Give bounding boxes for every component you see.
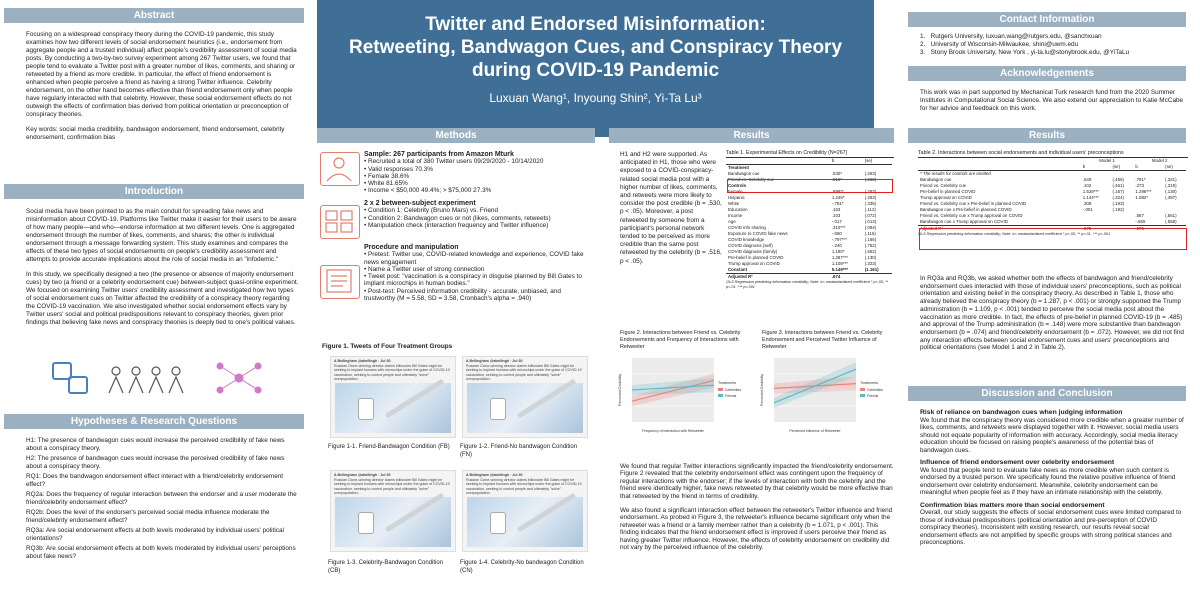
design-item: • Condition 2: Bandwagon cues or not (likes, comments, retweets) [364,214,551,222]
table-cell: 1.287*** [831,255,848,260]
figure-2-title: Figure 2. Interactions between Friend vs. Celebrity Endorsements and Frequency of Interactions with Retweeter [620,330,741,350]
table-cell: (.263) [864,189,877,194]
legend-swatch [718,388,723,391]
table-cell: -.240 [831,243,842,248]
introduction-heading: Introduction [4,184,304,199]
hypothesis-item: H2: The presence of bandwagon cues would increase the perceived credibility of fake news about a conspiracy theory. [26,455,285,470]
discussion-subhead-3: Confirmation bias matters more than social endorsement [920,501,1105,509]
table-2-header: b [1082,164,1086,169]
acknowledgements-heading: Acknowledgements [908,66,1186,81]
table-cell: Treatment [728,165,749,170]
discussion-body [920,409,1186,554]
hypothesis-item: RQ1: Does the bandwagon endorsement effect interact with a friend/celebrity endorsement effect? [26,473,284,488]
table-cell: (.072) [864,213,877,218]
title-line-1: Twitter and Endorsed Misinformation: [425,14,766,35]
legend-label: Friends [867,394,879,398]
keywords: Key words: social media credibility, bandwagon endorsement, friend endorsement, celebrity endorsement, confirmation bias [26,126,285,141]
table-cell: (.461) [1112,183,1124,188]
table-cell: (.558) [1165,219,1177,224]
design-icon [320,205,360,239]
abstract-text: Focusing on a widespread conspiracy theory during the COVID-19 pandemic, this study examines how two different levels of social endorsement heuristics (i.e., endorsement from aggregate people and a trusted individual) affect people's credibility assessment of social media posts. By conducting a two-by-two survey experiment among 267 Twitter users, we found that people tend to evaluate a Twitter post with a greater number of likes, comments, and sharing or retweeted by a friend as more credible. In particular, the effect of friend endorsement is enhanced when people perceive a friend as having a strong Twitter influence. Celebrity endorsement, on the other hand becomes effective than friend endorsement only when people have regularly interacted with that celebrity. However, these social endorsement effects do not outweigh the effects of confirmation bias derived from political orientation or preconception of conspiracy theories. [26,31,297,118]
procedure-title: Procedure and manipulation [364,244,459,251]
procedure-item: • Tweet post: "vaccination is a conspiracy in disguise planned by Bill Gates to implant microchips in human bodies." [364,273,582,288]
table-cell: (.752) [864,243,877,248]
design-title: 2 x 2 between-subject experiment [364,200,476,207]
table-cell: Pre-belief in planned COVID [728,255,784,260]
acknowledgements-body: This work was in part supported by Mechanical Turk research fund from the 2020 Summer Institutes in Computational Social Science. We also extend our appreciation to Katie McCabe for her advice and feedback on this work. [920,89,1184,112]
abstract-body [26,31,300,149]
title-line-3: during COVID-19 Pandemic [471,60,720,81]
table-cell: .674 [831,274,841,279]
table-cell: .675 [1135,226,1144,231]
legend-label: Celebrities [725,388,742,392]
table-cell: White [728,201,740,206]
introduction-body [26,208,300,334]
hypothesis-item: RQ3b: Are social endorsement effects at both levels moderated by individual users' perceptions about fake news? [26,545,296,560]
title-banner [317,0,874,137]
table-cell: (.323) [864,261,877,266]
table-cell: (.116) [864,231,876,236]
table-1-header: b [831,158,835,163]
table-cell: 5.149*** [831,267,848,272]
figure-3-chart [758,352,896,444]
table-cell: .530* [831,171,843,176]
figure-1-title: Figure 1. Tweets of Four Treatment Groups [322,343,453,350]
intro-paragraph-2: In this study, we specifically designed a two (the presence or absence of majority endorsement cues) by two (a friend or a celebrity endorsement cue) between-subject quasi-online experiment. We focused on examining Twitter users' credibility assessment and investigated how two types of social endorsement cues on Twitter affected the credibility of a conspiracy theory regarding the COVID-19 vaccination. We also investigated whether social endorsement effects vary by Twitter users' social and political predispositions relevant to conspiracy theories, given prior findings that believing fake news and conspiracy theories is deeply tied to one's political values. [26,271,299,326]
table-cell: .102 [1082,183,1092,188]
people-group-icon [106,364,186,394]
table-cell: (.112) [864,207,876,212]
table-cell: Hispanic [728,195,745,200]
vaccine-image [467,383,583,433]
title-line-2: Retweeting, Bandwagon Cues, and Conspiracy Theory [348,37,843,58]
hypothesis-item: RQ2b: Does the level of the endorser's perceived social media influence moderate the friend/celebrity endorsement effect? [26,509,270,524]
procedure-item: • Name a Twitter user of strong connection [364,265,485,273]
intro-paragraph-1: Social media have been pointed to as the main conduit for spreading fake news and misinformation about COVID-19. Platforms like Twitter make it easier for their users to be aware of how many people—and who—endorse information at two different levels. One is aggregated endorsement through the number of likes, comments, and shares; the other is individual endorsement through a message forwarding system. This study examines and compares the effects of these two types of social endorsements on people's credibility assessment and attempts to provide accurate implications about the role of social media in an "infodemic." [26,208,297,263]
table-cell: Controls [728,183,747,188]
design-item: • Condition 1: Celebrity (Bruno Mars) vs. Friend [364,207,499,215]
table-cell: (.094) [864,225,877,230]
table-cell: -.781* [831,201,844,206]
table-cell: Education [728,207,748,212]
table-cell: .567 [1135,213,1144,218]
abstract-heading: Abstract [4,8,304,23]
table-cell: .163 [831,207,841,212]
hypotheses-list [26,437,300,563]
table-cell: (.166) [864,237,877,242]
hypothesis-item: H1: The presence of bandwagon cues would increase the perceived credibility of fake news about a conspiracy theory. [26,437,285,452]
table-cell: 1.109*** [831,261,848,266]
sample-item: • Valid responses 70.3% [364,165,433,173]
tweet-author: A Bellingham @abellingh · Jul 30 [466,473,523,477]
table-cell: 1.082* [1135,195,1149,200]
table-cell: .310*** [831,225,846,230]
table-2 [918,150,1188,237]
y-axis-label: Perceived Credibility [618,374,622,406]
tweet-text: Russian Clone-winning director claims billionaire Bill Gates might be seeking to implant humans with microchips under the guise of COVID-19 vaccination, seeking to control people and ultimately "solve" overpopulation. [334,363,450,381]
table-cell: (.319) [1165,183,1177,188]
results-right-paragraph: In RQ3a and RQ3b, we asked whether both the effects of bandwagon and friend/celebrity endorsement cues interacted with those of individual users' preconceptions, such as political orientation and existing belief in the conspiracy theory. As described in Table 1, those who already believed the conspiracy theory (b = 1.287, p < .001) or strongly supported the Trump administration (b = 1.109, p < .001) tended to perceive the social media post about the vaccination as more credible. In fact, the effects of pre-belief in planned COVID-19 (b = .485) and approval of the Trump administration (b = .148) were more substantive than bandwagon endorsement (b = .074) and friend/celebrity endorsement (b = .072). However, we did not find any interaction effects between social endorsement cues and users' preconceptions and political orientations (see Model 1 and 2 in Table 2). [920,275,1184,352]
results-paragraph-2: We found that regular Twitter interactions significantly impacted the friend/celebrity endorsement. Figure 2 revealed that the celebrity endorsement effect was contingent upon the frequency of regular interactions with the endorser; if the levels of interaction with both the celebrity and the friend were identically higher, fake news retweeted by that celebrity would be more effective than that retweeted by the friend in terms of credibility. [620,463,894,500]
figure-1-2-caption: Figure 1-2. Friend-No bandwagon Condition (FN) [460,444,578,458]
table-cell: Exposure to COVID fake news [728,231,788,236]
table-cell: .898** [831,189,844,194]
vaccine-image [335,497,451,547]
procedure-icon [320,265,360,299]
table-cell: -.017 [831,219,842,224]
hypothesis-item: RQ3a: Are social endorsement effects at both levels moderated by individual users' political orientations? [26,527,284,542]
table-2-model-2: Model 2 [1151,158,1168,163]
table-cell: Female [728,189,743,194]
x-axis-label: Frequency of interaction with Retweeter [642,429,704,433]
results-paragraph-3: We also found a significant interaction effect between the retweeter's Twitter influence and friend endorsement. As probed in Figure 3, the retweeter's influence became significant only when the retweeter was a friend or a family member rather than a celebrity (b = 1.071, p < .001). This finding indicates that the friend endorsement effect is improved if users perceive their friend as having greater Twitter influence. However, the effects of celebrity endorsement on credibility did not vary by the perceived influence of the celebrity. [620,507,893,552]
methods-heading: Methods [317,128,595,143]
results-heading: Results [609,128,894,143]
figure-1-4-caption: Figure 1-4. Celebrity-No bandwagon Condition (CN) [460,560,584,574]
table-cell: (1.161) [864,267,879,272]
table-2-header: (se) [1112,164,1121,169]
results-interaction-text [620,463,894,558]
contact-item: 3. Stony Brook University, New York , yi-ta.lu@stonybrook.edu, @YiTaLu [920,49,1130,56]
tweet-text: Russian Clone-winning director claims billionaire Bill Gates might be seeking to implant humans with microchips under the guise of COVID-19 vaccination, seeking to control people and ultimately "solve" overpopulation. [466,477,582,495]
table-cell: Adjusted R² [920,226,943,231]
discussion-text-3: Overall, our study suggests the effects of social endorsement cues were limited compared to those of individual predispositions (political orientation and pre-perception of COVID conspiracy theories). Inconsistent with existing research, our results reveal social endorsement effects are not amplified by specific groups with strong political stances and preconceptions. [920,509,1182,546]
hypotheses-heading: Hypotheses & Research Questions [4,414,304,429]
table-cell: Trump approval on COVID [728,261,780,266]
table-cell: (.487) [1165,195,1177,200]
table-cell: Pre-belief in planned COVID [920,189,976,194]
sample-item: • Income < $50,000 49.4%; > $75,000 27.3% [364,187,492,195]
table-cell: Bandwagon cue [728,171,760,176]
poster-title [317,13,874,82]
table-cell: (.324) [1112,195,1124,200]
sample-icon [320,152,360,186]
legend-label: Celebrities [867,388,884,392]
table-1-title: Table 1. Experimental Effects on Credibility (N=267) [726,150,894,158]
procedure-block [364,244,592,302]
table-cell: (.130) [864,255,877,260]
table-cell: (.561) [1165,213,1177,218]
table-cell: COVID knowledge [728,237,765,242]
tweet-fb [330,356,456,438]
sample-item: • Female 38.6% [364,172,410,180]
discussion-subhead-1: Risk of reliance on bandwagon cues when judging information [920,409,1123,416]
table-cell: 1.190* [831,249,845,254]
table-2-highlight [919,228,1187,250]
figure-2-chart [616,352,754,444]
contact-item: 2. University of Wisconsin-Milwaukee, shini@uwm.edu [920,41,1079,48]
table-2-note: OLS Regression predicting information credibility; Note: b= unstandardized coefficient * p<.05, ** p<.01, *** p<.001 [918,232,1111,236]
sample-block [364,151,592,195]
table-cell: COVID diagnosis (family) [728,249,778,254]
sample-item: • White 81.65% [364,180,408,188]
table-cell: Bandwagon cue [920,177,952,182]
vaccine-image [335,383,451,433]
table-cell: (.321) [1165,177,1177,182]
table-cell: .549 [1082,177,1092,182]
results-right-heading: Results [908,128,1186,143]
tweet-cb [330,470,456,552]
table-2-grid [918,158,1186,232]
table-cell: Friend vs. Celebrity cue x Pre-belief in planned COVID [920,201,1027,206]
table-2-header: b [1135,164,1138,169]
table-cell: Trump approval on COVID [920,195,972,200]
network-icon [214,360,264,396]
procedure-item: • Post-test: Perceived information credibility - accurate, unbiased, and trustworthy (M = 5.58, SD = 3.58, Cronbach's alpha = .940) [364,287,561,303]
figure-1-1-caption: Figure 1-1. Friend-Bandwagon Condition (FB) [328,444,450,450]
table-cell: (.130) [1165,189,1177,194]
table-2-note-top: * The results for controls are omitted [920,171,991,176]
tweet-text: Russian Clone-winning director claims billionaire Bill Gates might be seeking to implant humans with microchips under the guise of COVID-19 vaccination, seeking to control people and ultimately "solve" overpopulation. [466,363,582,381]
table-cell: (.193) [1112,201,1124,206]
tweet-text: Russian Clone-winning director claims billionaire Bill Gates might be seeking to implant humans with microchips under the guise of COVID-19 vaccination, seeking to control people and ultimately "solve" overpopulation. [334,477,450,495]
design-block [364,200,592,229]
table-cell: Income [728,213,743,218]
discussion-subhead-2: Influence of friend endorsement over celebrity endorsement [920,459,1115,466]
table-cell: Adjusted R² [728,274,753,279]
table-cell: Bandwagon cue x Pre-belief in planned COVID [920,207,1012,212]
table-2-header: (se) [1165,164,1173,169]
table-cell: .761* [1135,177,1146,182]
table-cell: Friend vs. Celebrity cue [728,177,775,182]
y-axis-label: Perceived Credibility [760,374,764,406]
authors: Luxuan Wang¹, Inyoung Shin², Yi-Ta Lu³ [489,91,702,105]
table-cell: .103 [831,213,841,218]
hypothesis-item: RQ2a: Does the frequency of regular interaction between the endorser and a user moderate the friend/celebrity endorsement effect? [26,491,297,506]
design-item: • Manipulation check (interaction frequency and Twitter influence) [364,221,549,229]
table-cell: (.192) [1112,207,1124,212]
sample-title: Sample: 267 participants from Amazon Mturk [364,151,514,158]
legend-swatch [718,394,723,397]
table-cell: (.263) [864,177,877,182]
table-cell: 1.529*** [1082,189,1099,194]
tweet-author: A Bellingham @abellingh · Jul 30 [334,473,391,477]
table-cell: .516* [831,177,843,182]
table-cell: .308 [1082,201,1092,206]
thumbs-up-icon [68,376,88,394]
table-cell: .273 [1135,183,1144,188]
figure-1-3-caption: Figure 1-3. Celebrity-Bandwagon Condition (CB) [328,560,444,574]
legend-title: Treatments [860,381,879,385]
figure-3-title: Figure 3. Interactions between Friend vs. Celebrity Endorsement and Perceived Twitter Influence of Retweeter [762,330,883,350]
table-cell: Friend vs. Celebrity cue [920,183,967,188]
table-cell: Friend vs. Celebrity cue x Trump approval on COVID [920,213,1023,218]
legend-swatch [860,394,865,397]
sample-item: • Recruited a total of 380 Twitter users 09/29/2020 - 10/14/2020 [364,158,544,166]
table-1-grid [726,158,892,280]
tweet-author: A Bellingham @abellingh · Jul 30 [466,359,523,363]
table-cell: -.060 [831,231,842,236]
table-cell: Bandwagon cue x Trump approval on COVID [920,219,1008,224]
x-axis-label: Perceived influence of Retweeter [789,429,841,433]
table-cell: (.013) [864,219,877,224]
tweet-fn [462,356,588,438]
table-cell: COVID diagnosis (self) [728,243,773,248]
table-cell: (.456) [1112,177,1124,182]
discussion-text-1: We found that the conspiracy theory was considered more credible when a greater number of likes, comments, and retweets were displayed together with it. However, social media users should not equate popularity of information with accuracy. Accordingly, social media literacy education should be focused on raising people's awareness of the potential bias of bandwagon cues. [920,416,1184,454]
table-cell: 1.296*** [1135,189,1152,194]
vaccine-image [467,497,583,547]
table-cell: Constant [728,267,748,272]
discussion-heading: Discussion and Conclusion [908,386,1186,401]
legend-label: Friends [725,394,737,398]
legend-title: Treatments [718,381,737,385]
table-cell: -.001 [1082,207,1093,212]
contact-heading: Contact Information [908,12,1186,27]
table-cell: (.652) [864,249,877,254]
contact-list [920,33,1186,57]
table-cell: -.555 [1135,219,1146,224]
discussion-text-2: We found that people tend to evaluate fake news as more credible when such content is endorsed by a trusted person. We specifically found the relative positive influence of friend endorsement over celebrity endorsement. Meanwhile, celebrity endorsement can be meaningful when people feel as if they have an intimate relationship with the celebrity. [920,466,1176,496]
table-1 [726,150,894,290]
table-cell: Age [728,219,736,224]
table-cell: -.797*** [831,237,847,242]
table-1-header: (se) [864,158,873,163]
table-cell: (.335) [864,201,877,206]
table-cell: (.263) [864,171,877,176]
table-2-title: Table 2. Interactions between social endorsements and individual users' preconceptions [918,150,1188,158]
table-cell: (.263) [864,195,877,200]
table-cell: 1.245* [831,195,845,200]
table-cell: (.167) [1112,189,1124,194]
table-cell: COVID info sharing [728,225,766,230]
table-cell: 1.144*** [1082,195,1099,200]
table-1-highlight [727,179,893,193]
results-paragraph: H1 and H2 were supported. As anticipated in H1, those who were exposed to a COVID-conspiracy-related social media post with a higher number of likes, comments, and retweets were more likely to consider the post credible (b = .530, p < .05). Moreover, a post retweeted by someone from a participant's personal network tended to be perceived as more credible than the same post retweeted by the celebrity (b = .516, p < .05). [620,151,722,265]
legend-swatch [860,388,865,391]
contact-item: 1. Rutgers University, luxuan.wang@rutgers.edu, @sanchxuan [920,33,1102,40]
table-2-model-1: Model 1 [1099,158,1115,163]
table-cell: .675 [1082,226,1092,231]
tweet-cn [462,470,588,552]
tweet-author: A Bellingham @abellingh · Jul 30 [334,359,391,363]
procedure-item: • Pretest: Twitter use, COVID-related knowledge and experience, COVID fake news engagement [364,251,584,266]
table-1-note: OLS Regression predicting information credibility; Note: b= unstandardized coefficient * p<.05, ** p<.01, *** p<.001 [726,280,889,289]
